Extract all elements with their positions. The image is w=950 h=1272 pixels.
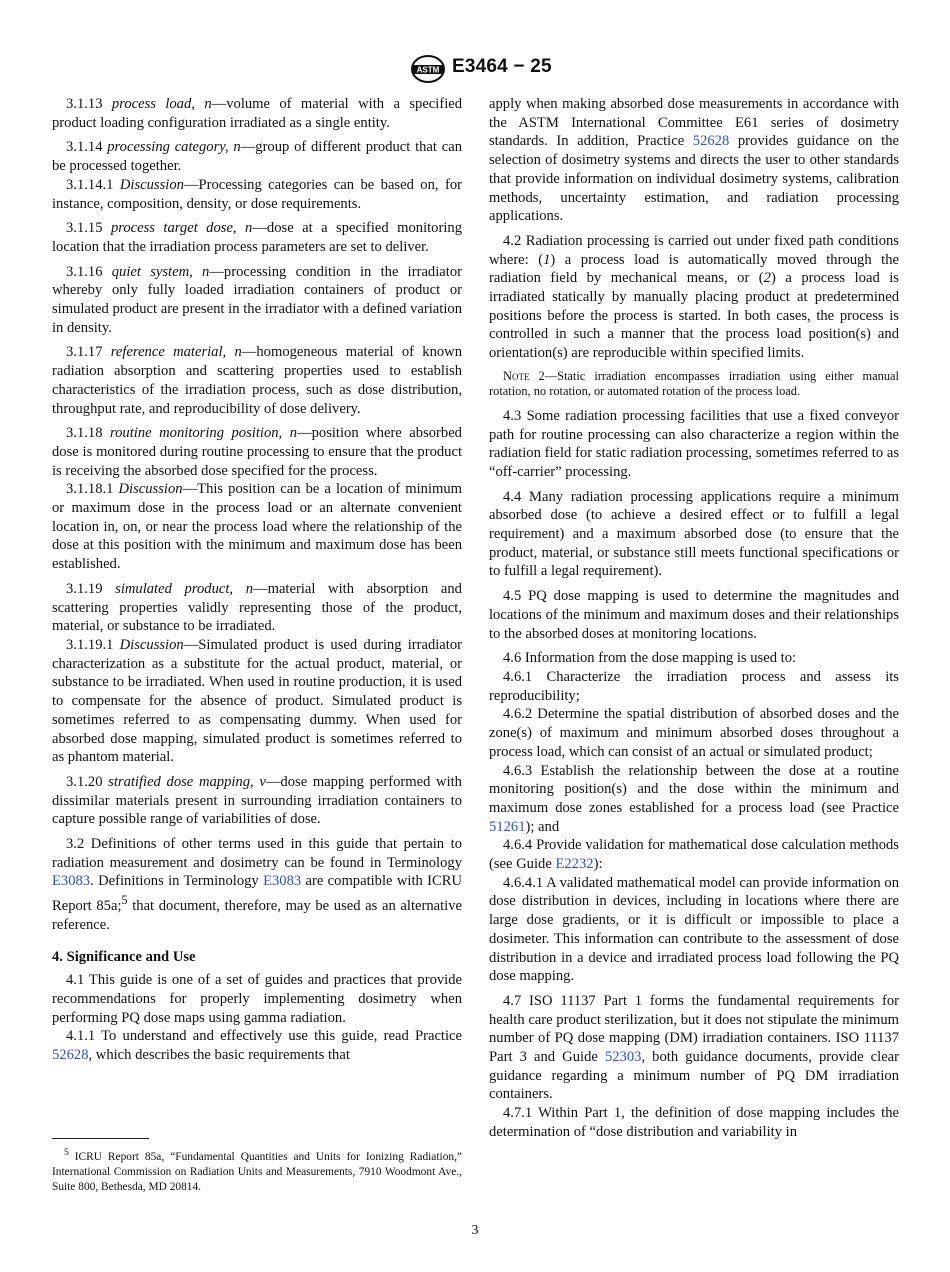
- paragraph-4-1: 4.1 This guide is one of a set of guides and practices that provide recommendations for properly implementing dosimetry when performing PQ dose maps using gamma radiation.: [52, 972, 462, 1026]
- definition-3-1-16: 3.1.16 quiet system, n—processing condition in the irradiator whereby only fully loaded irradiation containers of product or simulated product are present in the irradiator with a defined variation in density.: [52, 263, 462, 336]
- page-header: [0, 54, 950, 84]
- paragraph-4-7: 4.7 ISO 11137 Part 1 forms the fundamental requirements for health care product sterilization, but it does not stipulate the minimum number of PQ dose mapping (DM) irradiation containers. ISO 11137 Part 3 and Guide 52303, both guidance documents, provide clear guidance regarding a minimum number of PQ DM irradiation containers.: [489, 992, 900, 1103]
- definition-3-1-14: 3.1.14 processing category, n—group of different product that can be processed together.: [52, 139, 462, 175]
- document-id: E3464 − 25: [452, 56, 552, 77]
- astm-logo-icon: [410, 54, 446, 84]
- link-e2232[interactable]: E2232: [555, 856, 594, 873]
- paragraph-4-6-3: 4.6.3 Establish the relationship between the dose at a routine monitoring position(s) and the dose within the minimum and maximum dose zones established for a process load (see Practice 51261); and: [489, 762, 899, 835]
- link-e3083[interactable]: E3083: [52, 873, 91, 890]
- section-4-heading: 4. Significance and Use: [52, 949, 196, 966]
- paragraph-4-6-2: 4.6.2 Determine the spatial distribution of absorbed doses and the zone(s) of maximum and minimum absorbed doses throughout a process load, which can consist of an actual or simulated product;: [489, 706, 899, 760]
- link-52303[interactable]: 52303: [604, 1049, 642, 1066]
- definition-3-1-19: 3.1.19 simulated product, n—material with absorption and scattering properties validly representing those of the product, material, or substance to be irradiated.: [52, 580, 462, 635]
- paragraph-4-6-4: 4.6.4 Provide validation for mathematical dose calculation methods (see Guide E2232):: [489, 837, 899, 873]
- link-51261[interactable]: 51261: [489, 818, 526, 835]
- paragraph-4-7-1: 4.7.1 Within Part 1, the definition of dose mapping includes the determination of “dose distribution and variability in: [489, 1105, 899, 1140]
- left-column: [52, 95, 462, 1071]
- paragraph-4-6-1: 4.6.1 Characterize the irradiation process and assess its reproducibility;: [489, 668, 899, 704]
- paragraph-4-2: 4.2 Radiation processing is carried out under fixed path conditions where: (1) a process load is automatically moved through the radiation field by mechanical means, or (2) a process load is irradiated statically by manually placing product at predetermined positions before the process is started. In both cases, the process is controlled in such a manner that the process load position(s) and orientation(s) are reproducible within specified limits.: [489, 232, 899, 362]
- definition-3-1-13: 3.1.13 process load, n—volume of material with a specified product loading configuration irradiated as a single entity.: [52, 96, 463, 131]
- note-2: Note 2—Static irradiation encompasses irradiation using either manual rotation, no rotation, or automated rotation of the process load.: [489, 368, 899, 399]
- paragraph-4-4: 4.4 Many radiation processing applications require a minimum absorbed dose (to achieve a desired effect or to fulfill a legal requirement) and a maximum absorbed dose (to ensure that the product, material, or substance still meets functional specifications or to fulfill a legal requirement).: [489, 488, 899, 580]
- definition-3-1-20: 3.1.20 stratified dose mapping, v—dose mapping performed with dissimilar materials present in surrounding irradiation containers to capture possible range of variabilities of dose.: [52, 773, 462, 828]
- svg-text:ASTM: ASTM: [416, 65, 440, 75]
- paragraph-4-1-1: 4.1.1 To understand and effectively use this guide, read Practice 52628, which describes the basic requirements that: [52, 1028, 462, 1063]
- footnote-divider: [52, 1138, 149, 1139]
- footnote-5: $^5$ ICRU Report 85a, “Fundamental Quantities and Units for Ionizing Radiation,” International Commission on Radiation Units and Measurements, 7910 Woodmont Ave., Suite 800, Bethesda, MD 20814.: [52, 1148, 462, 1193]
- paragraph-4-5: 4.5 PQ dose mapping is used to determine the magnitudes and locations of the minimum and maximum doses and their relationships to the absorbed doses at monitoring locations.: [489, 588, 899, 642]
- link-52628-second[interactable]: 52628: [692, 133, 730, 150]
- paragraph-4-6-4-1: 4.6.4.1 A validated mathematical model can provide information on dose distribution in devices, including in locations where there are large dose gradients, or it is difficult or impossible to place a dosimeter. This information can contribute to the assessment of dose distribution in a device and irradiated process load following the PQ dose mapping.: [489, 874, 899, 985]
- definition-3-1-15: 3.1.15 process target dose, n—dose at a specified monitoring location that the irradiation process parameters are set to deliver.: [52, 220, 462, 255]
- paragraph-4-3: 4.3 Some radiation processing facilities that use a fixed conveyor path for routine processing can also characterize a region within the radiation field for static radiation processing, sometimes referred to as “off-carrier” processing.: [489, 407, 899, 480]
- link-e3083-second[interactable]: E3083: [263, 873, 302, 890]
- footnote-ref-5: 5: [121, 893, 128, 908]
- paragraph-3-2: 3.2 Definitions of other terms used in this guide that pertain to radiation measurement and dosimetry can be found in Terminology E3083. Definitions in Terminology E3083 are compatible with ICRU Report 85a;$^5$ that document, therefore, may be used as an alternative reference.: [52, 836, 462, 933]
- definition-3-1-18: 3.1.18 routine monitoring position, n—position where absorbed dose is monitored during routine processing to ensure that the product is receiving the absorbed dose specified for the process.: [52, 425, 462, 479]
- discussion-3-1-14-1: 3.1.14.1 Discussion—Processing categories can be based on, for instance, composition, density, or dose requirements.: [52, 176, 462, 212]
- paragraph-4-6: 4.6 Information from the dose mapping is used to:: [503, 650, 797, 667]
- definition-3-1-17: 3.1.17 reference material, n—homogeneous material of known radiation absorption and scattering properties used to establish characteristics of the irradiation process, such as dose distribution, throughput rate, and reproducibility of dose delivery.: [52, 344, 462, 417]
- discussion-3-1-18-1: 3.1.18.1 Discussion—This position can be a location of minimum or maximum dose in the process load or an alternate convenient location in, on, or near the process load where the relationship of the dose at this position with the minimum and maximum dose has been established.: [52, 481, 462, 573]
- right-column: [489, 95, 899, 1148]
- link-52628[interactable]: 52628: [52, 1046, 89, 1063]
- discussion-3-1-19-1: 3.1.19.1 Discussion—Simulated product is used during irradiator characterization as a substitute for the actual product, material, or substance to be irradiated. When used in routine production, it is used to compensate for the absence of product. Simulated product is sometimes referred to as compensating dummy. When used for absorbed dose mapping, simulated product is sometimes referred to as phantom material.: [52, 636, 462, 766]
- page-number: 3: [471, 1223, 479, 1238]
- paragraph-4-1-1-continued: apply when making absorbed dose measurements in accordance with the ASTM International Committee E61 series of dosimetry standards. In addition, Practice 52628 provides guidance on the selection of dosimetry systems and directs the user to other standards that provide information on individual dosimetry systems, calibration methods, uncertainty estimation, and radiation processing applications.: [489, 96, 899, 225]
